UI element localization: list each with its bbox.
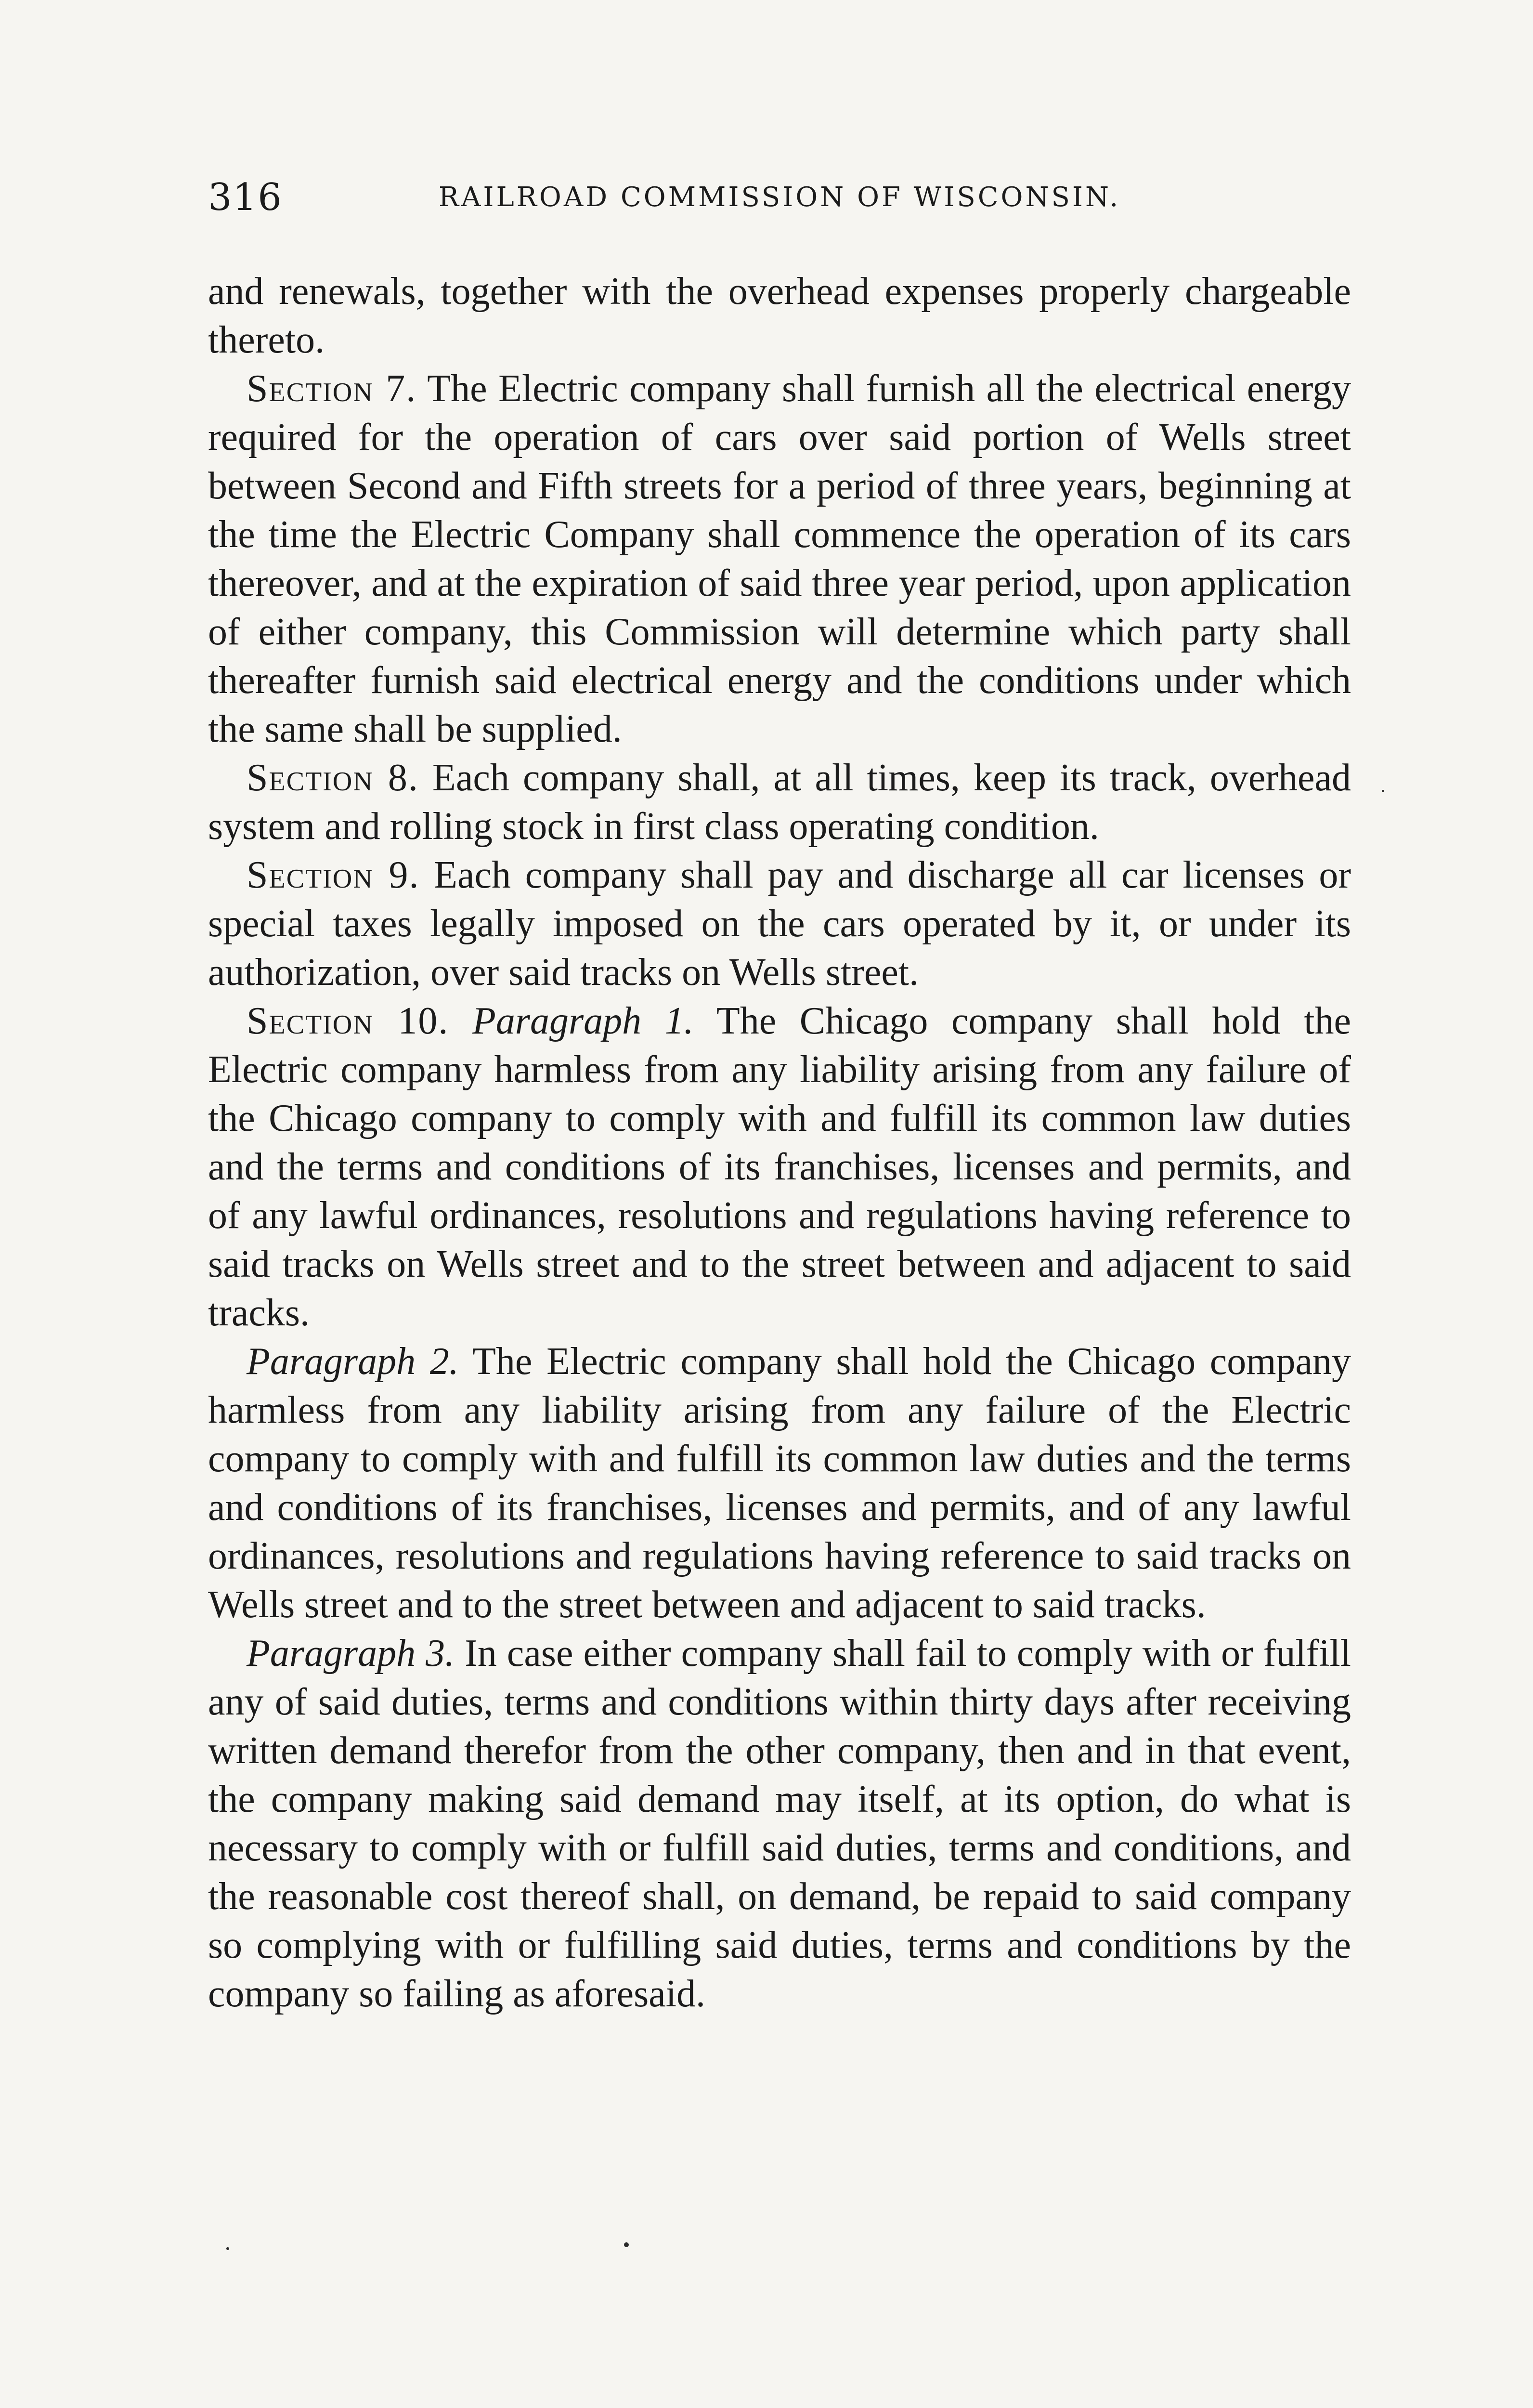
section-9-paragraph bbox=[208, 851, 1351, 997]
scan-speck bbox=[226, 2247, 229, 2250]
section-7-paragraph bbox=[208, 365, 1351, 754]
section-8-paragraph bbox=[208, 754, 1351, 851]
section-10-paragraph-3 bbox=[208, 1629, 1351, 2018]
scan-speck bbox=[1382, 790, 1384, 792]
section-label: Section 8. bbox=[247, 757, 419, 799]
paragraph-text: Each company shall pay and discharge all car licenses or special taxes legally imposed on the cars operated by it, or under its authorization, over said tracks on Wells street. bbox=[208, 854, 1351, 994]
page-header bbox=[208, 173, 1351, 222]
paragraph-label: Paragraph 3. bbox=[247, 1632, 455, 1675]
paragraph-label: Paragraph 1. bbox=[472, 1000, 694, 1042]
paragraph-text: and renewals, together with the overhead expenses properly chargeable thereto. bbox=[208, 270, 1351, 361]
section-label: Section 10. bbox=[247, 1000, 449, 1042]
scan-speck bbox=[624, 2242, 629, 2247]
paragraph-text: The Chicago company shall hold the Electric company harmless from any liability arising from any failure of the Chicago company to comply with and fulfill its common law duties and the terms and conditions of its franchises, licenses and permits, and of any lawful ordinances, resolutions and regulations having reference to said tracks on Wells street and to the street between and adjacent to said tracks. bbox=[208, 1000, 1351, 1334]
page-number: 316 bbox=[208, 176, 283, 219]
paragraph-text: In case either company shall fail to comply with or fulfill any of said duties, terms and conditions within thirty days after receiving written demand therefor from the other company, then and in that event, the company making said demand may itself, at its option, do what is necessary to comply with or fulfill said duties, terms and conditions, and the reasonable cost thereof shall, on demand, be repaid to said company so complying with or fulfilling said duties, terms and conditions by the company so failing as aforesaid. bbox=[208, 1632, 1351, 2015]
section-10-paragraph-2 bbox=[208, 1337, 1351, 1629]
section-label: Section 7. bbox=[247, 367, 417, 410]
paragraph-continuation bbox=[208, 267, 1351, 365]
paragraph-text: Each company shall, at all times, keep its track, overhead system and rolling stock in first class operating condition. bbox=[208, 757, 1351, 848]
paragraph-text: The Electric company shall hold the Chicago company harmless from any liability arising from any failure of the Electric company to comply with and fulfill its common law duties and the terms and conditions of its franchises, licenses and permits, and of any lawful ordinances, resolutions and regulations having reference to said tracks on Wells street and to the street between and adjacent to said tracks. bbox=[208, 1340, 1351, 1626]
paragraph-label: Paragraph 2. bbox=[247, 1340, 459, 1383]
section-10-paragraph-1 bbox=[208, 997, 1351, 1337]
running-title: RAILROAD COMMISSION OF WISCONSIN. bbox=[438, 182, 1121, 213]
section-label: Section 9. bbox=[247, 854, 420, 896]
body-text bbox=[208, 267, 1351, 2018]
paragraph-text: The Electric company shall furnish all the electrical energy required for the operation of cars over said portion of Wells street between Second and Fifth streets for a period of three years, beginning at the time the Electric Company shall commence the operation of its cars thereover, and at the expiration of said three year period, upon application of either company, this Commission will determine which party shall thereafter furnish said electrical energy and the conditions under which the same shall be supplied. bbox=[208, 367, 1351, 750]
